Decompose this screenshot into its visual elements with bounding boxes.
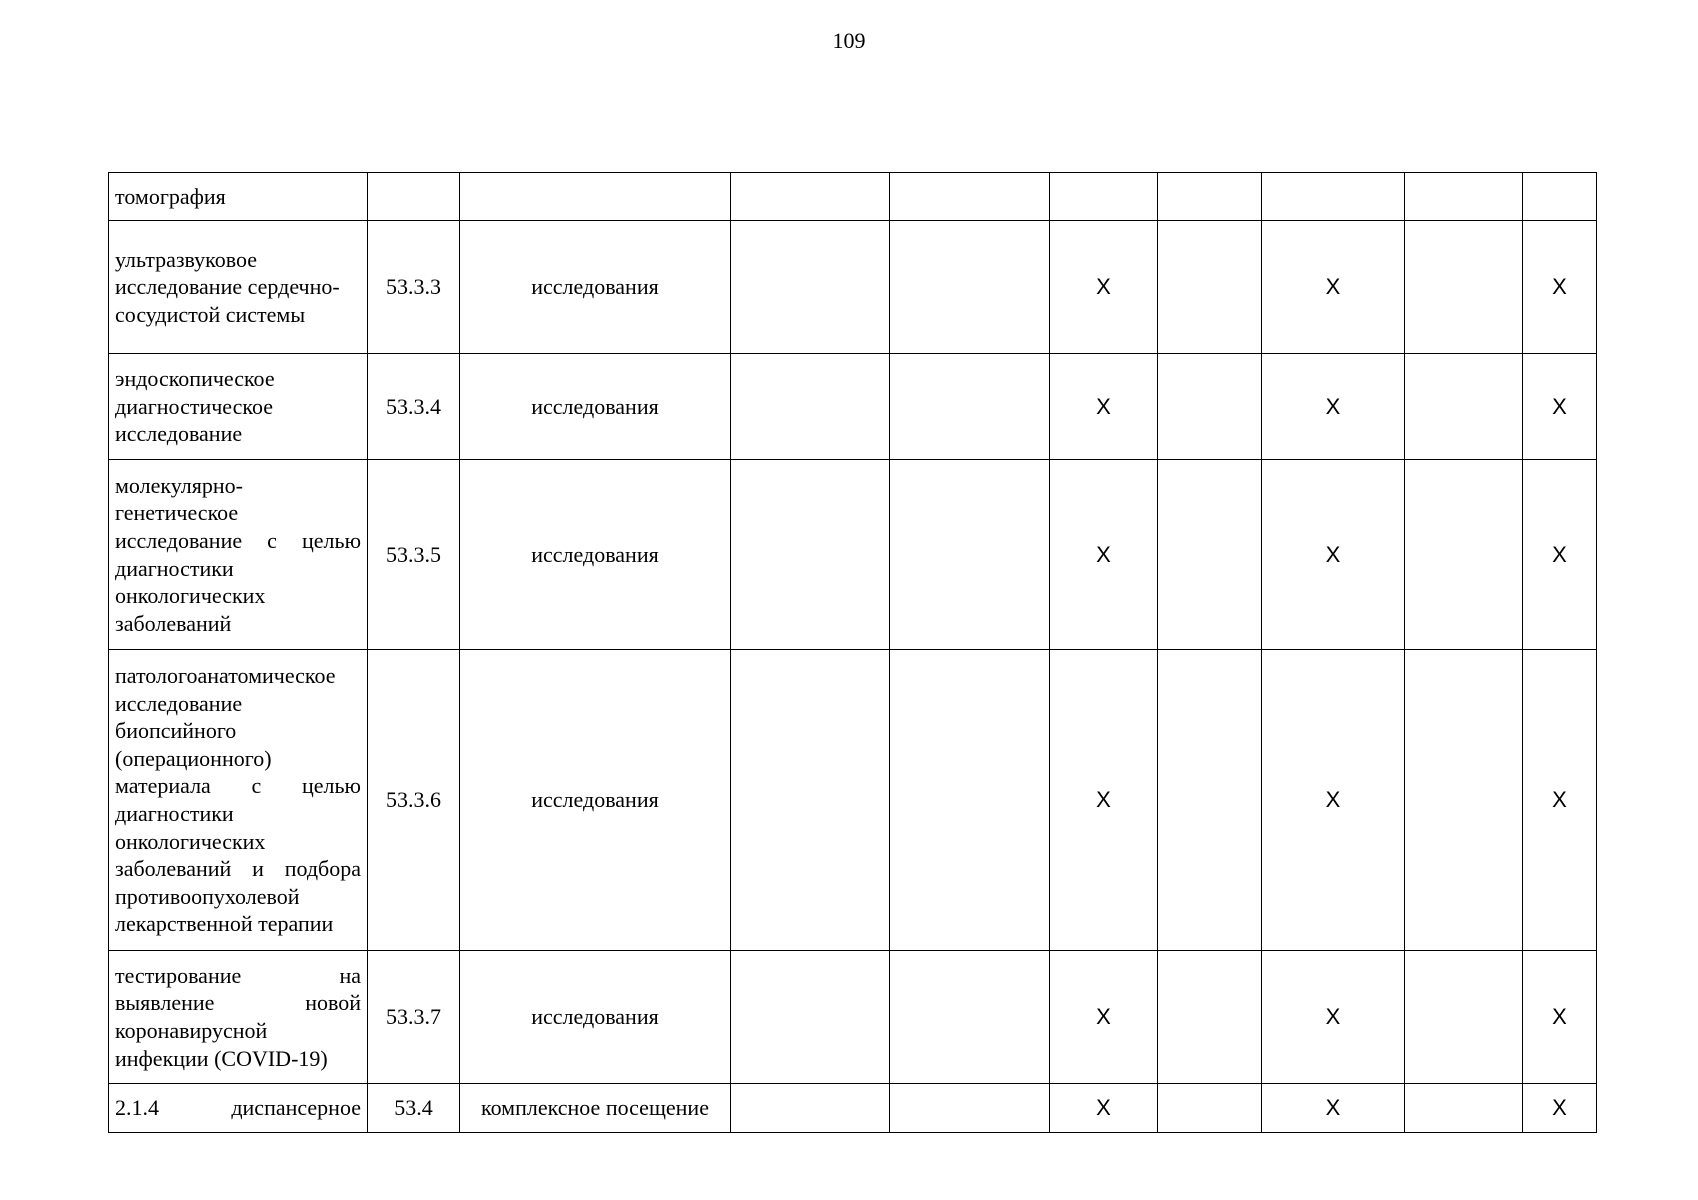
row-mark-cell: X [1523,1084,1597,1133]
table-row [109,951,1597,1084]
row-mark-cell: X [1050,354,1158,460]
row-name-cell: томография [109,173,368,221]
row-mark-cell: X [1523,221,1597,354]
row-name-cell [109,1084,368,1133]
row-code-cell [368,173,460,221]
row-value-cell [1405,951,1523,1084]
row-value-cell [1158,951,1262,1084]
row-value-cell [731,1084,890,1133]
row-name-cell: эндоскопическое диагностическое исследование [109,354,368,460]
row-value-cell [890,1084,1050,1133]
row-value-cell [1405,173,1523,221]
row-value-cell [1405,460,1523,650]
row-unit-cell: исследования [460,460,731,650]
row-value-cell [731,221,890,354]
row-code-cell: 53.4 [368,1084,460,1133]
row-value-cell [1405,354,1523,460]
row-value-cell [1158,173,1262,221]
row-unit-cell: исследования [460,951,731,1084]
row-value-cell [731,650,890,951]
row-value-cell [890,951,1050,1084]
row-mark-cell: X [1050,650,1158,951]
row-value-cell [1405,650,1523,951]
row-code-cell: 53.3.4 [368,354,460,460]
row-value-cell [731,173,890,221]
row-mark-cell: X [1262,1084,1405,1133]
row-value-cell [1050,173,1158,221]
row-name-cell: молекулярно-генетическое исследование с целью диагностики онкологических заболеваний [109,460,368,650]
row-code-cell: 53.3.7 [368,951,460,1084]
row-mark-cell: X [1262,460,1405,650]
table-row [109,354,1597,460]
row-unit-cell: комплексное посещение [460,1084,731,1133]
row-value-cell [731,354,890,460]
table-row [109,221,1597,354]
row-code-cell: 53.3.5 [368,460,460,650]
row-unit-cell [460,173,731,221]
row-value-cell [1523,173,1597,221]
row-mark-cell: X [1262,951,1405,1084]
row-value-cell [731,951,890,1084]
page-number: 109 [832,28,866,53]
row-mark-cell: X [1262,650,1405,951]
row-name-cell: тестирование на выявление новой коронавирусной инфекции (COVID-19) [109,951,368,1084]
row-value-cell [1262,173,1405,221]
row-code-cell: 53.3.6 [368,650,460,951]
table-row [109,650,1597,951]
row-value-cell [1158,650,1262,951]
row-name-cell: патологоанатомическое исследование биопсийного (операционного) материала с целью диагностики онкологических заболеваний и подбора противоопухолевой лекарственной терапии [109,650,368,951]
row-value-cell [1405,221,1523,354]
row-value-cell [1158,221,1262,354]
row-name-cell: ультразвуковое исследование сердечно-сосудистой системы [109,221,368,354]
row-value-cell [890,650,1050,951]
row-mark-cell: X [1523,650,1597,951]
row-mark-cell: X [1050,221,1158,354]
row-value-cell [890,221,1050,354]
row-mark-cell: X [1050,460,1158,650]
row-value-cell [890,460,1050,650]
row-value-cell [1158,354,1262,460]
row-value-cell [890,173,1050,221]
row-value-cell [1158,460,1262,650]
row-unit-cell: исследования [460,354,731,460]
services-table [108,172,1597,1133]
row-unit-cell: исследования [460,221,731,354]
row-code-cell: 53.3.3 [368,221,460,354]
row-value-cell [1405,1084,1523,1133]
row-name-number: 2.1.4 [115,1095,159,1121]
row-mark-cell: X [1262,354,1405,460]
row-mark-cell: X [1523,354,1597,460]
table-row [109,173,1597,221]
row-value-cell [1158,1084,1262,1133]
table-row [109,460,1597,650]
row-mark-cell: X [1050,951,1158,1084]
row-unit-cell: исследования [460,650,731,951]
row-value-cell [890,354,1050,460]
row-name-text: диспансерное [231,1095,361,1121]
row-value-cell [731,460,890,650]
row-mark-cell: X [1262,221,1405,354]
row-mark-cell: X [1523,460,1597,650]
row-mark-cell: X [1523,951,1597,1084]
table-row [109,1084,1597,1133]
row-mark-cell: X [1050,1084,1158,1133]
